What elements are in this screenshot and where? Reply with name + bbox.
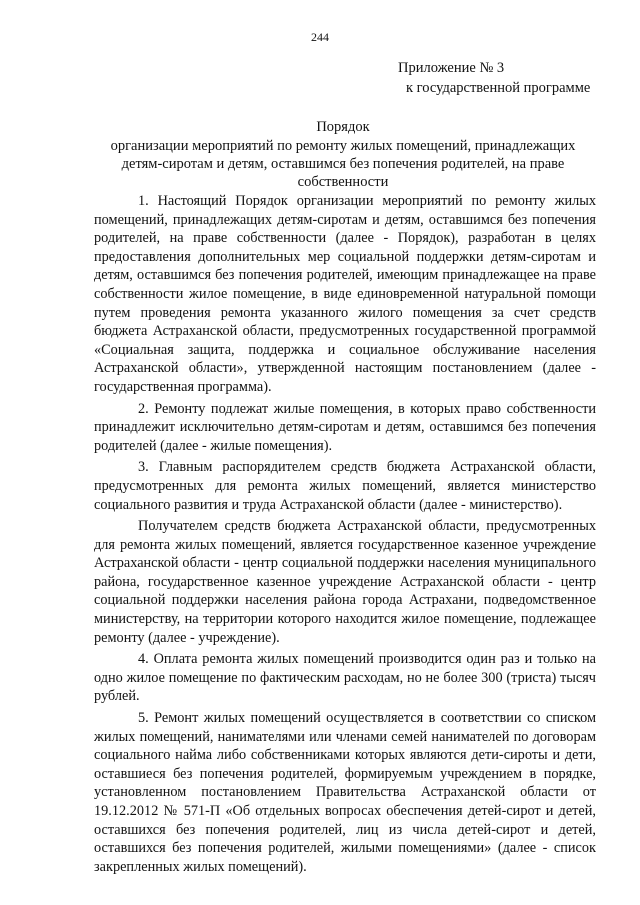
appendix-reference [398,58,590,98]
appendix-line-1: Приложение № 3 [398,60,505,76]
document-title [94,118,592,191]
title-subtitle: организации мероприятий по ремонту жилых помещений, принадлежащих детям-сиротам и детям, оставшимся без попечения родителей, на праве собственности [110,138,576,190]
title-heading: Порядок [316,119,370,135]
document-body [94,192,596,879]
paragraph-4: 4. Оплата ремонта жилых помещений производится один раз и только на одно жилое помещение по фактическим расходам, но не более 300 (триста) тысяч рублей. [94,651,596,705]
paragraph-2: 2. Ремонту подлежат жилые помещения, в которых право собственности принадлежит исключительно детям-сиротам и детям, оставшимся без попечения родителей (далее - жилые помещения). [94,400,596,454]
paragraph-5: 5. Ремонт жилых помещений осуществляется в соответствии со списком жилых помещений, нанимателями или членами семей нанимателей по договорам социального найма либо собственниками которых являются дети-сироты и дети, оставшиеся без попечения родителей, формируемым учреждением в порядке, установленном постановлением Правительства Астраханской области от 19.12.2012 № 571-П «Об отдельных вопросах обеспечения детей-сирот и детей, оставшихся без попечения родителей, лиц из числа детей-сирот и детей, оставшихся без попечения родителей, жилыми помещениями» (далее - список закрепленных жилых помещений). [94,710,596,875]
paragraph-3-recipient: Получателем средств бюджета Астраханской области, предусмотренных для ремонта жилых помещений, является государственное казенное учреждение Астраханской области - центр социальной поддержки населения муниципального района, государственное казенное учреждение Астраханской области - центр социальной поддержки населения района города Астрахани, подведомственное министерству, на территории которого находится жилое помещение, подлежащее ремонту (далее - учреждение). [94,518,596,646]
page-number: 244 [311,30,329,44]
paragraph-1: 1. Настоящий Порядок организации мероприятий по ремонту жилых помещений, принадлежащих детям-сиротам и детям, оставшимся без попечения родителей, на праве собственности (далее - Порядок), разработан в целях предоставления дополнительных мер социальной поддержки детям-сиротам и детям, оставшимся без попечения родителей, имеющим принадлежащее на праве собственности жилое помещение, в виде единовременной натуральной помощи путем проведения ремонта указанного жилого помещения за счет средств бюджета Астраханской области, предусмотренных государственной программой «Социальная защита, поддержка и социальное обслуживание населения Астраханской области», утвержденной настоящим постановлением (далее - государственная программа). [94,193,596,395]
paragraph-3: 3. Главным распорядителем средств бюджета Астраханской области, предусмотренных для ремонта жилых помещений, является министерство социального развития и труда Астраханской области (далее - министерство). [94,459,596,513]
appendix-line-2: к государственной программе [406,80,591,96]
